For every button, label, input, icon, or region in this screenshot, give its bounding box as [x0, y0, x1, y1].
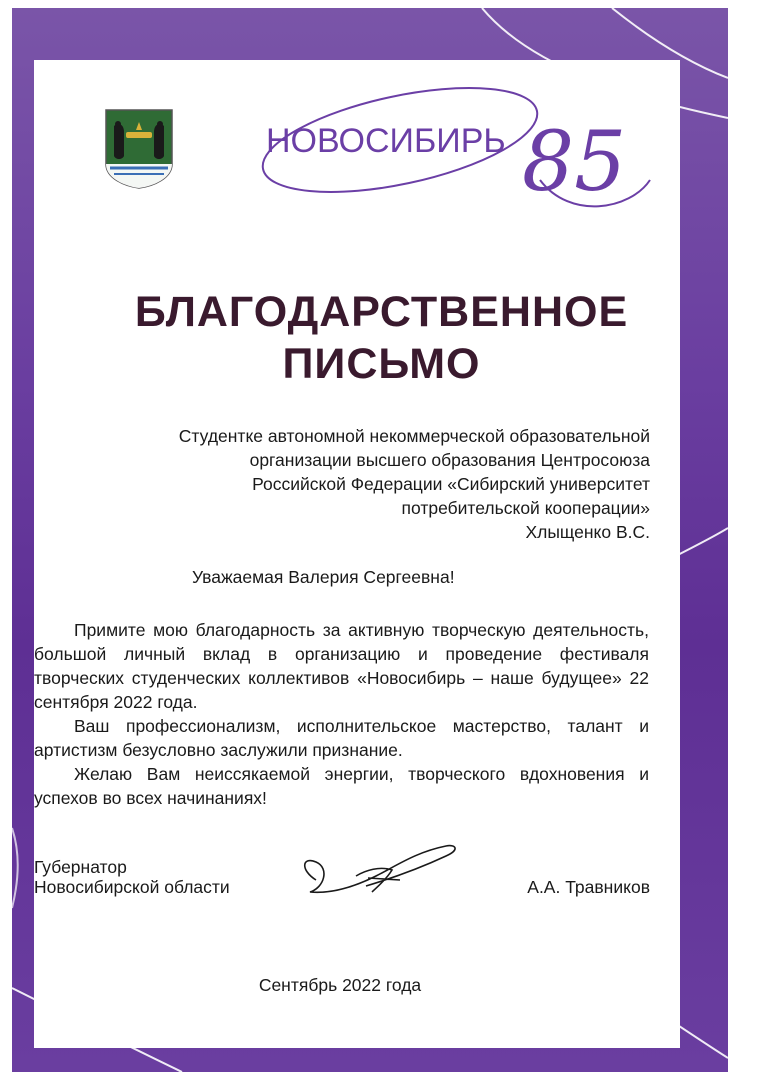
greeting: Уважаемая Валерия Сергеевна!: [192, 567, 455, 587]
signer-name: А.А. Травников: [527, 877, 650, 897]
position-line-1: Губернатор: [34, 857, 127, 877]
letter-body: [34, 618, 649, 810]
coat-of-arms-icon: [104, 108, 174, 190]
body-paragraph: Примите мою благодарность за активную творческую деятельность, большой личный вклад в организацию и проведение фестиваля творческих студенческих коллективов «Новосибирь – наше будущее» 22 сентября 2022 года.: [34, 620, 649, 712]
letter-date: Сентябрь 2022 года: [258, 975, 422, 995]
novosibir-85-logo: [240, 70, 660, 220]
recipient-line: организации высшего образования Центросоюза: [249, 450, 650, 470]
logo-number: 85: [522, 115, 627, 210]
body-paragraph: Желаю Вам неиссякаемой энергии, творческого вдохновения и успехов во всех начинаниях!: [34, 764, 649, 808]
recipient-name: Хлыщенко В.С.: [525, 522, 650, 542]
recipient-line: Студентке автономной некоммерческой образовательной: [178, 426, 650, 446]
recipient-block: [100, 424, 650, 544]
recipient-line: Российской Федерации «Сибирский университет: [252, 474, 650, 494]
letter-title-line-1: БЛАГОДАРСТВЕННОЕ: [134, 288, 629, 336]
position-line-2: Новосибирской области: [34, 877, 230, 897]
recipient-line: потребительской кооперации»: [401, 498, 650, 518]
handwritten-signature: [296, 836, 466, 902]
body-paragraph: Ваш профессионализм, исполнительское мастерство, талант и артистизм безусловно заслужили признание.: [34, 716, 649, 760]
signer-position: [34, 857, 230, 897]
letter-title-line-2: ПИСЬМО: [282, 340, 481, 388]
logo-text: НОВОСИБИРЬ: [266, 122, 506, 160]
